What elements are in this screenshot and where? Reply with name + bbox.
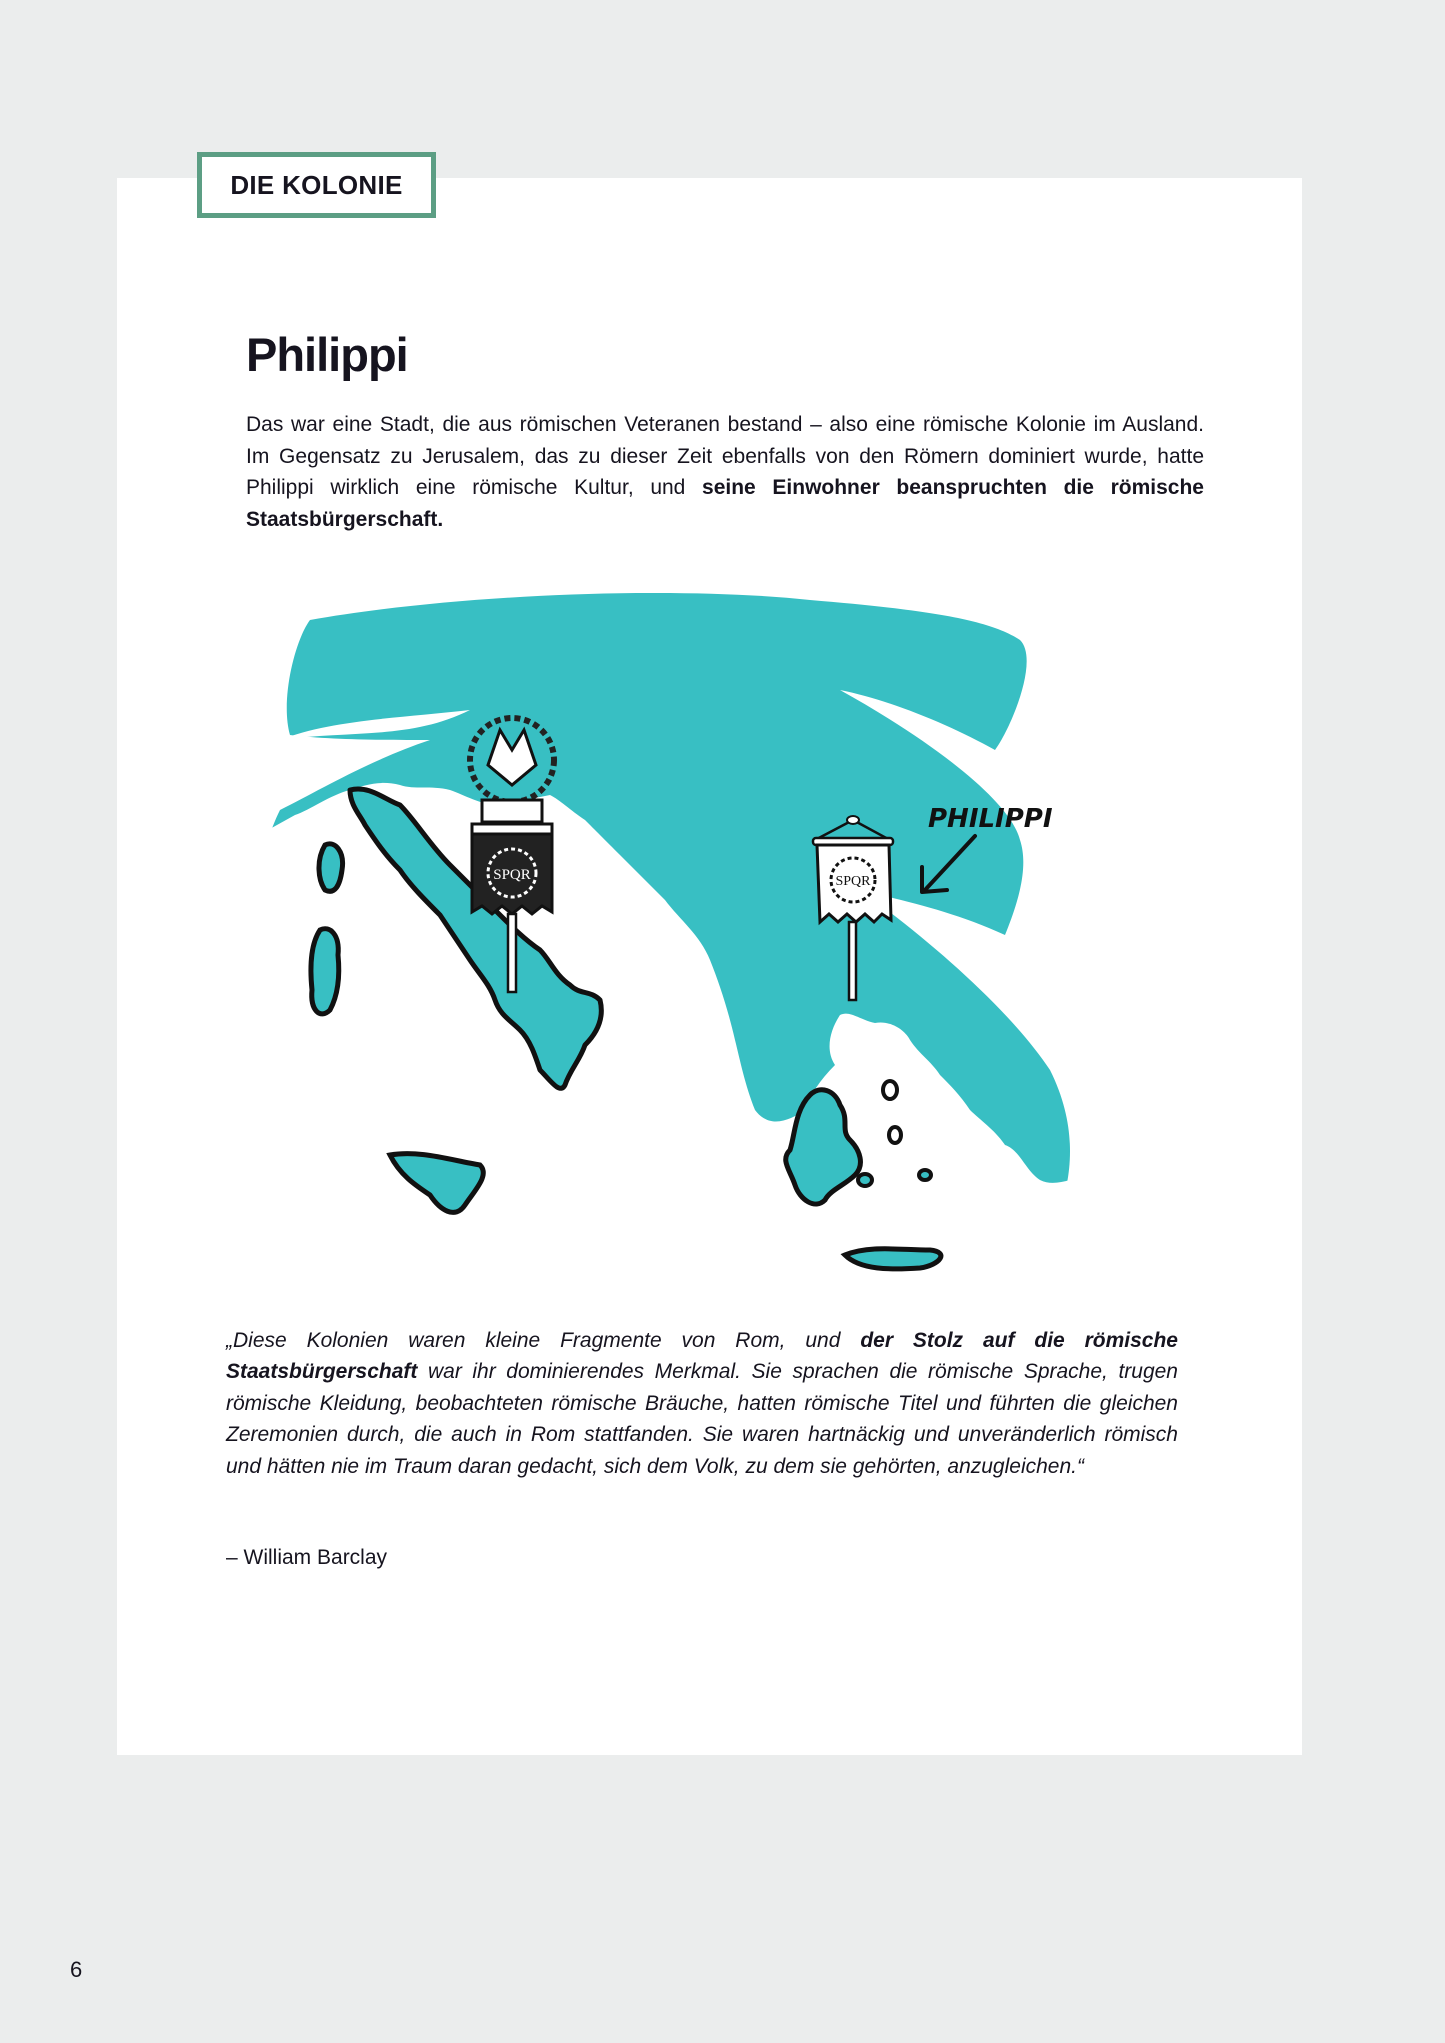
greek-island [889, 1127, 901, 1143]
greek-island [858, 1174, 872, 1186]
philippi-map-label: PHILIPPI [928, 804, 1053, 834]
corsica-island [319, 844, 343, 891]
section-label [197, 152, 436, 218]
greek-island [883, 1081, 897, 1099]
intro-paragraph [246, 409, 1204, 536]
sardinia-island [311, 929, 339, 1014]
page-number: 6 [70, 1957, 83, 1982]
greek-island [919, 1170, 931, 1180]
crete-island [845, 1249, 941, 1269]
page-title: Philippi [246, 328, 408, 381]
quote-text-1: „Diese Kolonien waren kleine Fragmente von Rom, und [226, 1329, 861, 1352]
section-label-text: DIE KOLONIE [230, 169, 403, 200]
intro-bold-text: seine Einwohner beanspruchten die römische Staatsbürgerschaft. [246, 476, 1204, 532]
intro-text: Das war eine Stadt, die aus römischen Veteranen bestand – also eine römische Kolonie im Ausland. Im Gegensatz zu Jerusalem, das zu dieser Zeit ebenfalls von den Römern dominiert wurde, hatte Philippi wirklich eine römische Kultur, und [246, 413, 1204, 500]
quote-author: – William Barclay [226, 1546, 388, 1569]
map-illustration [250, 590, 1170, 1290]
svg-text:SPQR: SPQR [493, 867, 531, 883]
quote-text-2: war ihr dominierendes Merkmal. Sie sprachen die römische Sprache, trugen römische Kleidung, beobachteten römische Bräuche, hatten römische Titel und führten die gleichen Zeremonien durch, die auch in Rom stattfanden. Sie waren hartnäckig und unveränderlich römisch und hätten nie im Traum daran gedacht, sich dem Volk, zu dem sie gehörten, anzugleichen.“ [226, 1360, 1178, 1478]
quote-bold-text: der Stolz auf die römische Staatsbürgerschaft [226, 1329, 1178, 1384]
barclay-quote [226, 1325, 1178, 1482]
svg-text:SPQR: SPQR [835, 874, 871, 889]
